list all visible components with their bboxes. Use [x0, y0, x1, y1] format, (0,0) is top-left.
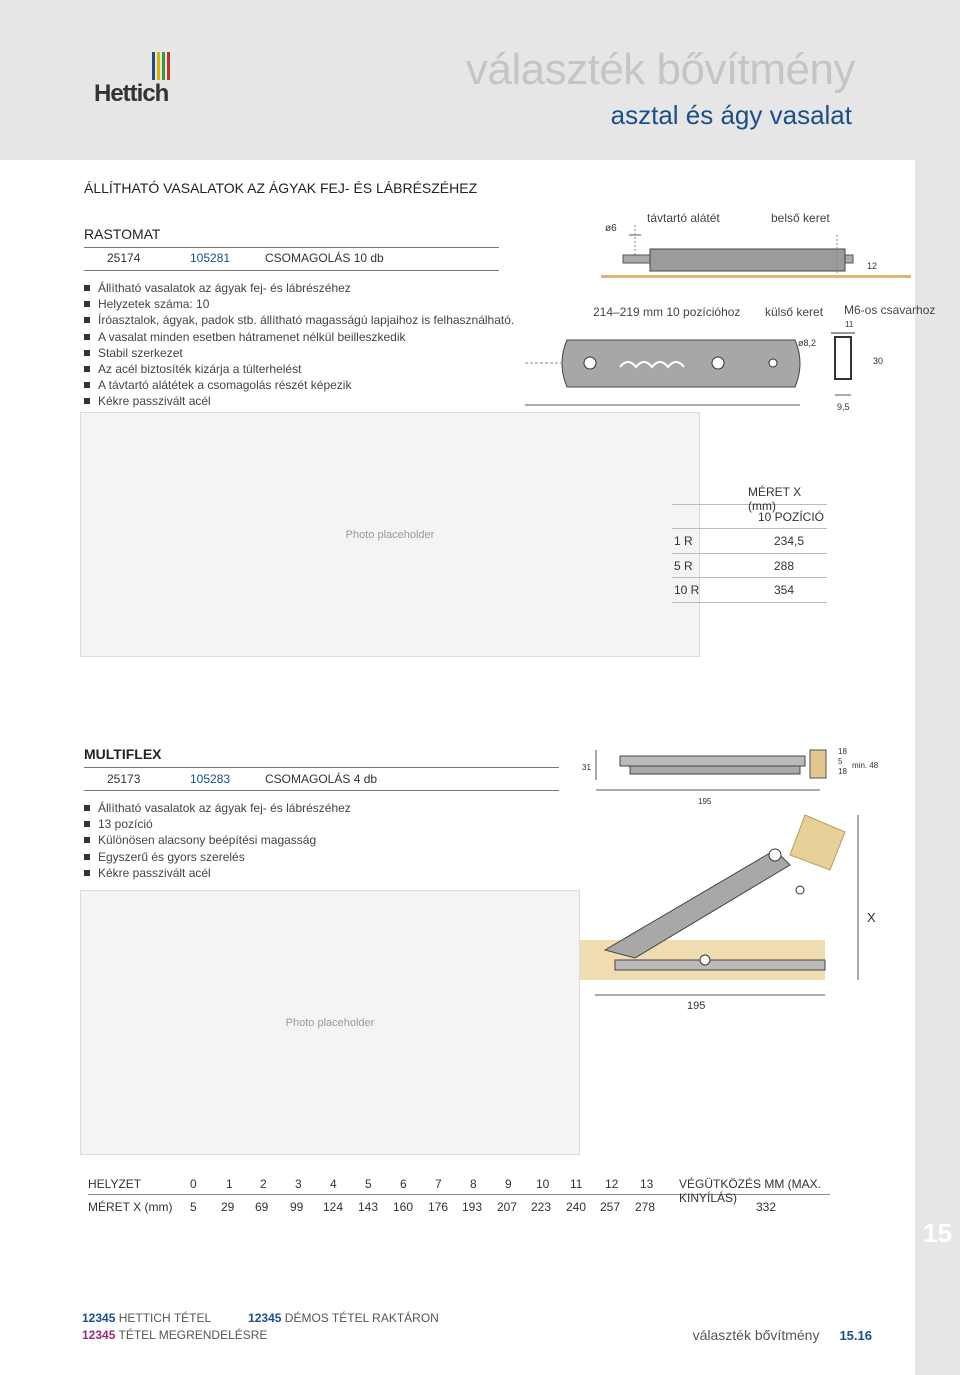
label-dim11: 11: [845, 320, 854, 329]
product-name-rastomat: RASTOMAT: [84, 226, 161, 242]
table-cell: 13: [640, 1177, 654, 1191]
multiflex-open-diagram: [575, 810, 885, 1020]
table-cell: 234,5: [774, 534, 805, 548]
label-dim195a: 195: [698, 797, 712, 806]
legend-label: TÉTEL MEGRENDELÉSRE: [118, 1328, 268, 1342]
divider: [84, 767, 559, 768]
footer-page-number: 15.16: [839, 1328, 872, 1343]
list-item: Különösen alacsony beépítési magasság: [84, 832, 351, 848]
label-dim18b: 18: [838, 767, 847, 776]
table-row: [672, 554, 827, 579]
product-codes-multiflex: [107, 772, 377, 786]
label-outer-frame: külső keret: [765, 305, 824, 319]
table-cell: 7: [435, 1177, 442, 1191]
legend-row: [82, 1310, 439, 1327]
table-cell: 193: [462, 1200, 483, 1214]
label-spacer: távtartó alátét: [647, 211, 720, 225]
logo-stripes: [152, 52, 170, 80]
table-cell: 288: [774, 558, 795, 573]
table-cell: 207: [497, 1200, 518, 1214]
multiflex-photo: Photo placeholder: [80, 890, 580, 1155]
table-cell: 10: [536, 1177, 550, 1191]
item-code-blue: 105281: [190, 251, 231, 265]
list-item: A távtartó alátétek a csomagolás részét képezik: [84, 377, 514, 393]
label-dim5: 5: [838, 757, 843, 766]
item-code-blue: 105283: [190, 772, 231, 786]
table-cell: 5: [365, 1177, 372, 1191]
section-title: ÁLLÍTHATÓ VASALATOK AZ ÁGYAK FEJ- ÉS LÁBRÉSZÉHEZ: [84, 180, 478, 196]
multiflex-side-diagram: [580, 742, 890, 810]
table-cell: 8: [470, 1177, 477, 1191]
page-sidebar: [915, 0, 960, 1375]
footer-title: választék bővítmény: [692, 1327, 820, 1343]
rastomat-technical-drawing: [505, 205, 936, 420]
list-item: Íróasztalok, ágyak, padok stb. állítható magasságú lapjaihoz is felhasználható.: [84, 312, 514, 328]
list-item: Stabil szerkezet: [84, 345, 514, 361]
feature-list-rastomat: [84, 280, 514, 410]
label-dim31: 31: [582, 763, 591, 772]
table-cell: 278: [635, 1200, 656, 1214]
table-cell: 11: [570, 1177, 583, 1191]
table-cell: 2: [260, 1177, 267, 1191]
label-m6: M6-os csavarhoz: [844, 303, 936, 317]
table-cell: 160: [393, 1200, 414, 1214]
product-codes-rastomat: [107, 251, 384, 265]
footer-legend: [82, 1310, 439, 1344]
feature-list-multiflex: [84, 800, 351, 881]
table-cell-end-value: 332: [756, 1200, 777, 1214]
table-cell-end-label: VÉGÜTKÖZÉS MM (MAX. KINYÍLÁS): [679, 1177, 822, 1205]
table-cell: 0: [190, 1177, 197, 1191]
table-cell: 99: [290, 1200, 304, 1214]
divider: [84, 270, 499, 271]
list-item: A vasalat minden esetben hátramenet nélkül beilleszkedik: [84, 329, 514, 345]
table-cell: 257: [600, 1200, 621, 1214]
divider: [84, 247, 499, 248]
table-cell: 1 R: [674, 534, 693, 548]
list-item: 13 pozíció: [84, 816, 351, 832]
table-row: [88, 1172, 830, 1205]
table-cell: 4: [330, 1177, 337, 1191]
label-dim195b: 195: [687, 1000, 706, 1012]
list-item: Az acél biztosíték kizárja a túlterhelést: [84, 361, 514, 377]
table-cell: 69: [255, 1200, 269, 1214]
table-header: MÉRET X (mm): [748, 485, 802, 513]
item-code: 25173: [107, 772, 141, 786]
label-range: 214–219 mm 10 pozícióhoz: [593, 305, 741, 319]
legend-row: [82, 1327, 439, 1344]
rastomat-size-table: [672, 480, 827, 603]
item-code: 25174: [107, 251, 141, 265]
table-row: [672, 529, 827, 554]
table-cell: 12: [605, 1177, 619, 1191]
legend-label: HETTICH TÉTEL: [118, 1311, 211, 1325]
pack-size: CSOMAGOLÁS 4 db: [265, 772, 378, 786]
rastomat-photo: Photo placeholder: [80, 412, 700, 657]
table-cell: 1: [226, 1177, 233, 1191]
table-subheader: 10 POZÍCIÓ: [758, 509, 825, 524]
row-label: HELYZET: [88, 1177, 142, 1191]
list-item: Kékre passzivált acél: [84, 393, 514, 409]
divider: [84, 790, 559, 791]
table-cell: 10 R: [674, 583, 700, 597]
multiflex-position-table: [88, 1172, 830, 1218]
table-row: [672, 480, 827, 513]
label-dim30: 30: [873, 356, 884, 366]
label-d82: ø8,2: [798, 338, 817, 348]
label-d6: ø6: [605, 223, 617, 234]
label-dim95: 9,5: [837, 402, 850, 412]
list-item: Helyzetek száma: 10: [84, 296, 514, 312]
table-cell: 223: [531, 1200, 552, 1214]
legend-code: 12345: [248, 1311, 282, 1325]
table-row: [672, 578, 827, 603]
product-name-multiflex: MULTIFLEX: [84, 746, 162, 762]
legend-label: DÉMOS TÉTEL RAKTÁRON: [284, 1311, 439, 1325]
table-cell: 143: [358, 1200, 379, 1214]
pack-size: CSOMAGOLÁS 10 db: [265, 251, 384, 265]
table-row: [672, 505, 827, 530]
label-x-upper: X: [867, 910, 876, 925]
table-cell: 354: [774, 583, 795, 597]
label-dim18a: 18: [838, 747, 847, 756]
table-cell: 3: [295, 1177, 302, 1191]
logo-wordmark: Hettich: [94, 80, 169, 107]
list-item: Állítható vasalatok az ágyak fej- és lábrészéhez: [84, 280, 514, 296]
list-item: Egyszerű és gyors szerelés: [84, 849, 351, 865]
hettich-logo: [94, 52, 174, 107]
table-cell: 124: [323, 1200, 344, 1214]
table-cell: 240: [566, 1200, 587, 1214]
header-title: választék bővítmény: [465, 45, 855, 94]
list-item: Kékre passzivált acél: [84, 865, 351, 881]
label-dim12: 12: [867, 261, 878, 271]
table-cell: 5: [190, 1200, 197, 1214]
table-cell: 29: [221, 1200, 235, 1214]
label-min48: min. 48: [852, 761, 879, 770]
row-label: MÉRET X (mm): [88, 1200, 173, 1214]
table-cell: 9: [505, 1177, 512, 1191]
footer-page-info: [693, 1327, 872, 1343]
table-cell: 176: [428, 1200, 449, 1214]
legend-code: 12345: [82, 1311, 116, 1325]
page-number-tab: 15: [923, 1218, 952, 1248]
list-item: Állítható vasalatok az ágyak fej- és lábrészéhez: [84, 800, 351, 816]
header-subtitle: asztal és ágy vasalat: [610, 100, 852, 130]
legend-code: 12345: [82, 1328, 116, 1342]
table-cell: 5 R: [674, 558, 693, 573]
table-row: [88, 1195, 830, 1218]
label-inner-frame: belső keret: [771, 211, 830, 225]
table-cell: 6: [400, 1177, 407, 1191]
